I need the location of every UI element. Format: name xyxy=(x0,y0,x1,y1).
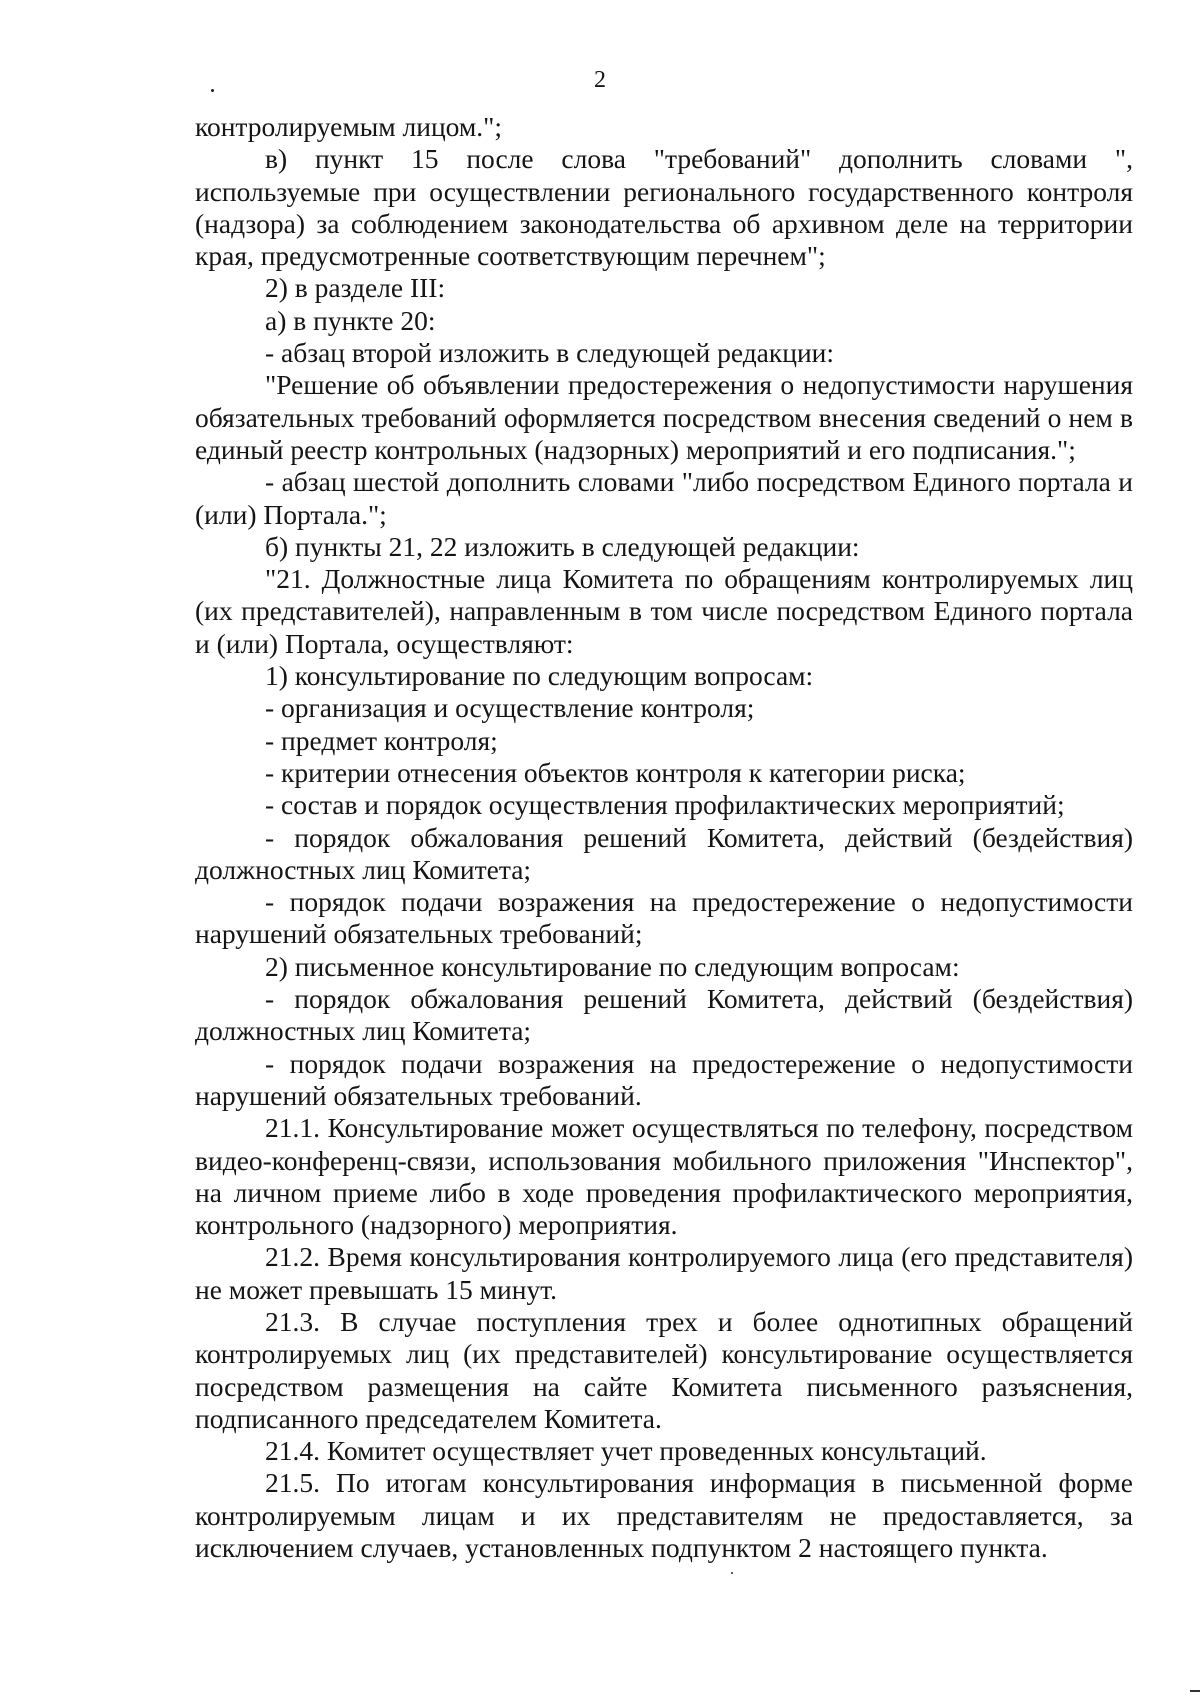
paragraph: 21.5. По итогам консультирования информация в письменной форме контролируемым лицам и их представителям не предоставляется, за исключением случаев, установленных подпунктом 2 настоящего пункта. xyxy=(195,1467,1133,1564)
paragraph: - абзац второй изложить в следующей редакции: xyxy=(265,337,835,369)
paragraph: - порядок подачи возражения на предостережение о недопустимости нарушений обязательных требований. xyxy=(195,1047,1133,1111)
paragraph: 21.1. Консультирование может осуществляться по телефону, посредством видео-конференц-связи, использования мобильного приложения "Инспектор", на личном приеме либо в ходе проведения профилактического мероприятия, контрольного (надзорного) мероприятия. xyxy=(195,1112,1133,1241)
paragraph: 2) в разделе III: xyxy=(265,272,446,304)
scan-speck xyxy=(731,1572,733,1574)
paragraph: - состав и порядок осуществления профилактических мероприятий; xyxy=(265,789,1065,821)
scan-edge-mark xyxy=(1190,1690,1200,1692)
paragraph: "21. Должностные лица Комитета по обращениям контролируемых лиц (их представителей), направленным в том числе посредством Единого портала и (или) Портала, осуществляют: xyxy=(195,563,1133,659)
paragraph: б) пункты 21, 22 изложить в следующей редакции: xyxy=(265,530,860,562)
paragraph: контролируемым лицом."; xyxy=(195,111,503,142)
paragraph: - предмет контроля; xyxy=(265,724,498,756)
paragraph: в) пункт 15 после слова "требований" дополнить словами ", используемые при осуществлении регионального государственного контроля (надзора) за соблюдением законодательства об архивном деле на территории края, предусмотренные соответствующим перечнем"; xyxy=(195,143,1133,272)
paragraph: 2) письменное консультирование по следующим вопросам: xyxy=(265,950,960,982)
paragraph: а) в пункте 20: xyxy=(265,304,436,336)
paragraph: - критерии отнесения объектов контроля к категории риска; xyxy=(265,756,966,788)
paragraph: - порядок обжалования решений Комитета, действий (бездействия) должностных лиц Комитета; xyxy=(195,821,1133,885)
document-body xyxy=(195,111,1133,1564)
paragraph: 1) консультирование по следующим вопросам: xyxy=(265,660,814,692)
paragraph: 21.2. Время консультирования контролируемого лица (его представителя) не может превышать 15 минут. xyxy=(195,1241,1133,1305)
paragraph: "Решение об объявлении предостережения о недопустимости нарушения обязательных требований оформляется посредством внесения сведений о нем в единый реестр контрольных (надзорных) мероприятий и его подписания."; xyxy=(195,369,1133,465)
page-number: 2 xyxy=(594,67,606,93)
paragraph: - порядок подачи возражения на предостережение о недопустимости нарушений обязательных требований; xyxy=(195,886,1133,950)
paragraph: - порядок обжалования решений Комитета, действий (бездействия) должностных лиц Комитета; xyxy=(195,983,1133,1047)
paragraph: 21.4. Комитет осуществляет учет проведенных консультаций. xyxy=(265,1435,987,1467)
scan-speck xyxy=(211,89,214,92)
paragraph: - организация и осуществление контроля; xyxy=(265,692,755,724)
paragraph: - абзац шестой дополнить словами "либо посредством Единого портала и (или) Портала."; xyxy=(195,466,1133,530)
paragraph: 21.3. В случае поступления трех и более однотипных обращений контролируемых лиц (их представителей) консультирование осуществляется посредством размещения на сайте Комитета письменного разъяснения, подписанного председателем Комитета. xyxy=(195,1305,1133,1434)
